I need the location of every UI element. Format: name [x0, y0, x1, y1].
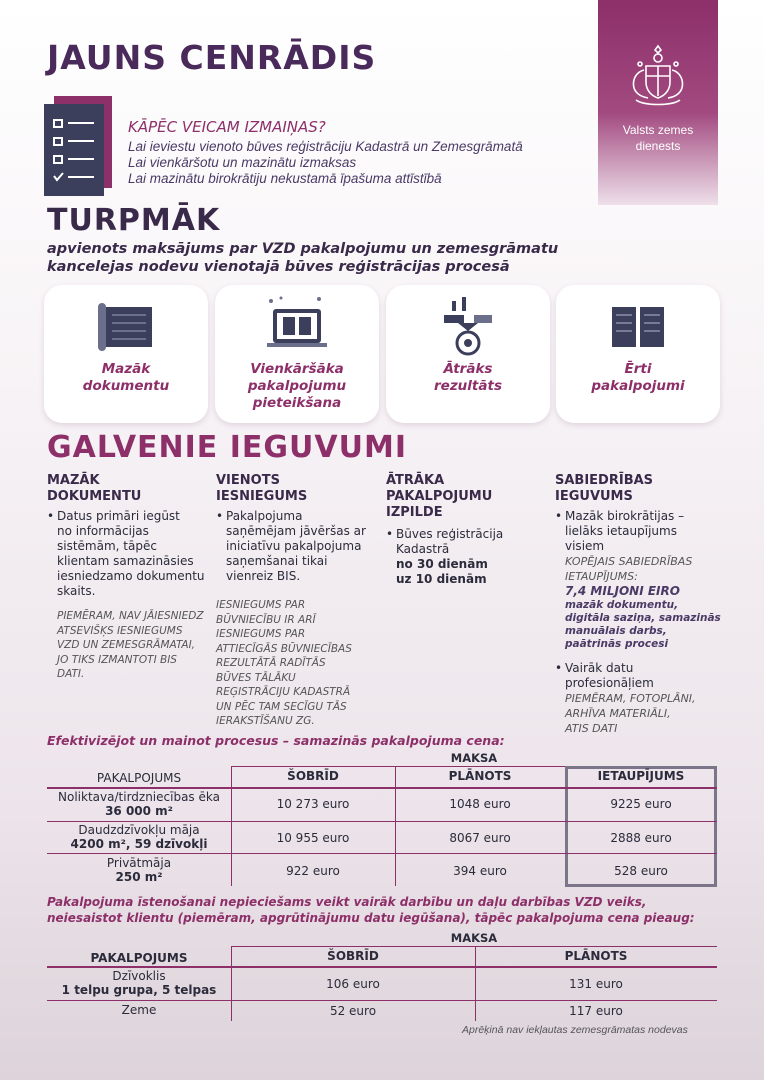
table-row [47, 823, 231, 851]
col-bullet [555, 661, 725, 736]
col-bullet [386, 527, 546, 587]
col-caps-line: ATIS DATI [565, 722, 618, 735]
row-sublabel: 36 000 m² [105, 804, 173, 818]
table-row [47, 790, 231, 818]
col-bullet-line: • Būves reģistrācija [396, 527, 504, 541]
table1-maksa: MAKSA [450, 751, 498, 765]
col-bullet-line: no informācijas [57, 524, 149, 538]
card-less-documents [44, 285, 208, 423]
feature-cards [44, 285, 720, 423]
savings-total: 7,4 MILJONI EIRO [565, 584, 680, 598]
col-bullet-line: iniciatīvu pakalpojuma [226, 539, 362, 553]
table1-heading: Efektivizējot un mainot procesus – samazinās pakalpojuma cena: [47, 733, 505, 748]
card-convenient-services [556, 285, 720, 423]
col-heading: MAZĀK [47, 473, 100, 488]
row-label: Zeme [121, 1003, 157, 1017]
col-note-line: JO TIKS IZMANTOTI BIS [57, 653, 177, 666]
cell-now: 52 euro [329, 1004, 377, 1018]
col-caps-line: KOPĒJAIS SABIEDRĪBAS [565, 555, 693, 568]
checklist-icon [44, 96, 114, 196]
col-heading: IZPILDE [386, 505, 443, 520]
page-title: JAUNS CENRĀDIS [47, 38, 377, 77]
col-note-line: DATI. [57, 668, 85, 680]
table1 [47, 751, 717, 886]
row-label: Privātmāja [106, 856, 172, 870]
col-bullet-line: • Mazāk birokrātijas – [565, 509, 685, 523]
col-bullet-line: iesniedzamo dokumentu [57, 569, 205, 583]
cell-savings: 528 euro [614, 864, 668, 878]
logo-text-line1: Valsts zemes [622, 123, 694, 137]
col-note [216, 598, 381, 729]
col-heading: IEGUVUMS [555, 489, 633, 504]
laptop-book-icon [257, 295, 337, 359]
col-bullet [47, 509, 207, 599]
col-bullet-line: klientam samazināsies [57, 554, 194, 568]
card-simpler-application [215, 285, 379, 423]
cell-planned: 131 euro [569, 977, 623, 991]
col-note-line: REĢISTRĀCIJU KADASTRĀ [216, 686, 351, 698]
benefit-col-less-documents [47, 473, 207, 682]
col-bullet-line: saņemšanai tikai [226, 554, 328, 568]
table-row [47, 969, 231, 997]
col-bullet-bold-line: uz 10 dienām [396, 572, 487, 586]
table1-col-savings: IETAUPĪJUMS [597, 769, 685, 783]
col-bullet-line: vienreiz BIS. [226, 569, 301, 583]
logo-text-line2: dienests [635, 139, 681, 153]
col-bullet-line: profesionāļiem [565, 676, 654, 690]
table1-col-planned: PLĀNOTS [448, 769, 512, 783]
col-note-line: PIEMĒRAM, NAV JĀIESNIEDZ [57, 610, 204, 622]
col-note-line: ATSEVIŠĶS IESNIEGUMS [57, 624, 183, 637]
row-sublabel: 250 m² [115, 870, 163, 884]
cell-now: 10 273 euro [276, 797, 350, 811]
col-bullet-line: sistēmām, tāpēc [57, 539, 157, 553]
why-item: Lai vienkāršotu un mazinātu izmaksas [128, 155, 357, 170]
cell-planned: 1048 euro [449, 797, 511, 811]
col-small-line: manuālais darbs, [565, 625, 667, 637]
col-small-line: paātrinās procesi [565, 638, 669, 650]
card-label-line: Ērti [624, 361, 652, 377]
footnote: Aprēķinā nav iekļautas zemesgrāmatas nodevas [462, 1024, 688, 1036]
card-label-line: Mazāk [101, 361, 151, 377]
cell-planned: 8067 euro [449, 831, 511, 845]
col-bullet-line: Kadastrā [396, 542, 450, 556]
table2-heading-line: Pakalpojuma īstenošanai nepieciešams veikt vairāk darbību un daļu darbības VZD veiks, [47, 895, 647, 909]
col-note-line: IESNIEGUMS PAR [216, 599, 306, 611]
turpmak-subtitle [47, 240, 558, 276]
col-bullet-line: • Pakalpojuma [226, 509, 303, 523]
table2-heading-line: neiesaistot klientu (piemēram, apgrūtinājumu datu iegūšana), tāpēc pakalpojuma cena pieaug: [47, 911, 695, 925]
cell-now: 106 euro [326, 977, 380, 991]
col-bullet-line: lielāks ietaupījums [565, 524, 677, 538]
section-title-turpmak: TURPMĀK [47, 203, 221, 238]
col-small-line: mazāk dokumentu, [565, 599, 679, 611]
col-caps-line: PIEMĒRAM, FOTOPLĀNI, [565, 692, 696, 705]
card-label-line: pakalpojumi [591, 378, 685, 394]
cell-now: 922 euro [286, 864, 340, 878]
col-note-line: BŪVES TĀLĀKU [216, 671, 296, 684]
col-bullet [216, 509, 381, 584]
col-heading: PAKALPOJUMU [386, 489, 493, 504]
col-note-line: REZULTĀTĀ RADĪTĀS [216, 657, 326, 669]
col-heading: IESNIEGUMS [216, 489, 308, 504]
cell-planned: 394 euro [453, 864, 507, 878]
benefit-col-public-benefit [555, 473, 725, 736]
col-bullet-line: • Vairāk datu [565, 661, 634, 675]
cell-now: 10 955 euro [276, 831, 350, 845]
col-bullet-line: skaits. [57, 584, 96, 598]
row-label: Noliktava/tirdzniecības ēka [58, 790, 220, 804]
table2-col-service: PAKALPOJUMS [90, 951, 188, 965]
col-bullet [555, 509, 725, 651]
why-item: Lai ieviestu vienoto būves reģistrāciju Kadastrā un Zemesgrāmatā [128, 139, 523, 154]
col-note [47, 609, 207, 682]
card-label-line: pakalpojumu [247, 378, 347, 394]
table1-col-now: ŠOBRĪD [287, 769, 339, 783]
col-heading: DOKUMENTU [47, 489, 142, 504]
col-bullet-line: visiem [565, 539, 605, 553]
col-small-line: digitāla saziņa, samazinās [565, 612, 721, 624]
card-label-line: dokumentu [82, 378, 170, 394]
col-note-line: UN PĒC TAM SECĪGU TĀS [216, 700, 347, 713]
col-heading: VIENOTS [216, 473, 280, 488]
benefit-col-faster-execution [386, 473, 546, 587]
stopwatch-icon [436, 295, 500, 359]
table-row [47, 856, 231, 884]
row-sublabel: 1 telpu grupa, 5 telpas [61, 983, 217, 997]
col-bullet-line: • Datus primāri iegūst [57, 509, 180, 523]
col-note-line: ATTIECĪGĀS BŪVNIECĪBAS [216, 642, 352, 655]
cell-planned: 117 euro [569, 1004, 623, 1018]
col-bullet-line: saņēmējam jāvēršas ar [226, 524, 366, 538]
open-book-icon [606, 295, 670, 355]
turpmak-subtitle-line: kancelejas nodevu vienotajā būves reģistrācijas procesā [47, 259, 510, 275]
why-heading: KĀPĒC VEICAM IZMAIŅAS? [128, 118, 326, 136]
card-label-line: rezultāts [434, 378, 502, 394]
table2-col-planned: PLĀNOTS [564, 949, 628, 963]
benefit-col-single-application [216, 473, 381, 729]
col-heading: ĀTRĀKA [386, 473, 445, 488]
table2-maksa: MAKSA [450, 931, 498, 945]
card-label-line: Vienkāršāka [250, 361, 344, 377]
card-label-line: Ātrāks [443, 361, 493, 377]
row-label: Daudzdzīvokļu māja [78, 823, 200, 837]
col-caps-line: ARHĪVA MATERIĀLI, [565, 707, 671, 720]
table2-col-now: ŠOBRĪD [327, 949, 379, 963]
table2 [47, 931, 717, 1021]
cell-savings: 9225 euro [610, 797, 672, 811]
table1-col-service: PAKALPOJUMS [96, 771, 182, 785]
turpmak-subtitle-line: apvienots maksājums par VZD pakalpojumu un zemesgrāmatu [47, 241, 559, 257]
col-note-line: IESNIEGUMS PAR [216, 628, 306, 640]
col-note-line: VZD UN ZEMESGRĀMATAI, [57, 639, 196, 651]
document-scroll-icon [94, 295, 158, 355]
table2-heading [47, 894, 695, 926]
col-heading: SABIEDRĪBAS [555, 473, 654, 488]
why-list [128, 139, 523, 187]
cell-savings: 2888 euro [610, 831, 672, 845]
coat-of-arms-icon [622, 40, 694, 112]
card-label-line: pieteikšana [252, 395, 342, 411]
section-title-benefits: GALVENIE IEGUVUMI [47, 430, 407, 465]
col-note-line: BŪVNIECĪBU IR ARĪ [216, 613, 316, 626]
row-label: Dzīvoklis [112, 969, 166, 983]
col-note-line: IERAKSTĪŠANU ZG. [216, 715, 315, 727]
vzd-logo-box [598, 0, 718, 205]
why-item: Lai mazinātu birokrātiju nekustamā īpašuma attīstībā [128, 171, 442, 186]
col-caps-line: IETAUPĪJUMS: [565, 570, 638, 583]
card-faster-result [386, 285, 550, 423]
row-sublabel: 4200 m², 59 dzīvokļi [70, 837, 208, 851]
col-bullet-bold-line: no 30 dienām [396, 557, 488, 571]
